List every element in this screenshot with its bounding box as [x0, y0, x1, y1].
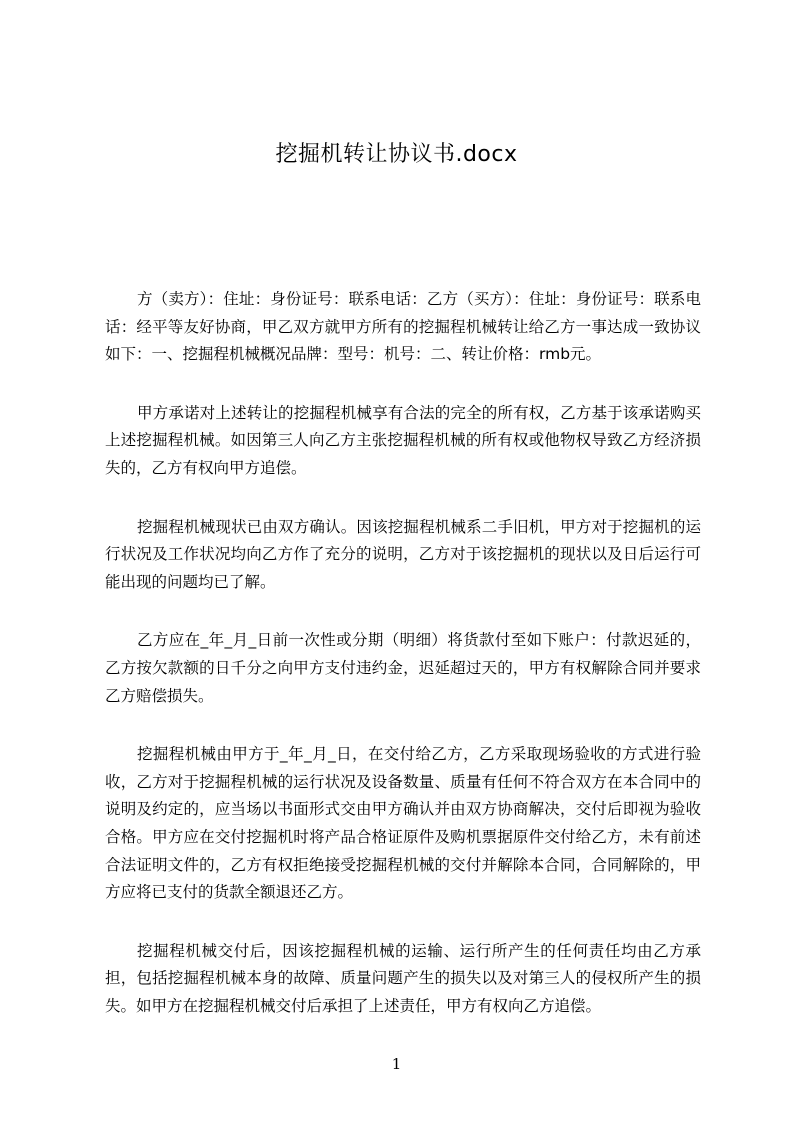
page-number: 1 — [391, 1055, 402, 1073]
paragraph-ownership-guarantee: 甲方承诺对上述转让的挖掘程机械享有合法的完全的所有权，乙方基于该承诺购买上述挖掘程机械。如因第三人向乙方主张挖掘程机械的所有权或他物权导致乙方经济损失的，乙方有权向甲方追偿。 — [105, 403, 701, 477]
document-title: 挖掘机转让协议书.docx — [275, 142, 518, 167]
paragraph-payment-terms: 乙方应在_年_月_日前一次性或分期（明细）将货款付至如下账户：付款迟延的，乙方按欠款额的日千分之向甲方支付违约金，迟延超过天的，甲方有权解除合同并要求乙方赔偿损失。 — [105, 631, 701, 705]
paragraph-delivery-acceptance: 挖掘程机械由甲方于_年_月_日，在交付给乙方，乙方采取现场验收的方式进行验收，乙方对于挖掘程机械的运行状况及设备数量、质量有任何不符合双方在本合同中的说明及约定的，应当场以书面形式交由甲方确认并由双方协商解决，交付后即视为验收合格。甲方应在交付挖掘机时将产品合格证原件及购机票据原件交付给乙方，未有前述合法证明文件的，乙方有权拒绝接受挖掘程机械的交付并解除本合同，合同解除的，甲方应将已支付的货款全额退还乙方。 — [105, 745, 701, 902]
paragraph-machine-condition: 挖掘程机械现状已由双方确认。因该挖掘程机械系二手旧机，甲方对于挖掘机的运行状况及工作状况均向乙方作了充分的说明，乙方对于该挖掘机的现状以及日后运行可能出现的问题均已了解。 — [105, 517, 701, 591]
document-body — [105, 286, 701, 1051]
paragraph-parties-and-items: 方（卖方）：住址：身份证号：联系电话：乙方（买方）：住址：身份证号：联系电话：经平等友好协商，甲乙双方就甲方所有的挖掘程机械转让给乙方一事达成一致协议如下：一、挖掘程机械概况品牌：型号：机号：二、转让价格：rmb元。 — [105, 290, 701, 364]
paragraph-post-delivery-liability: 挖掘程机械交付后，因该挖掘程机械的运输、运行所产生的任何责任均由乙方承担，包括挖掘程机械本身的故障、质量问题产生的损失以及对第三人的侵权所产生的损失。如甲方在挖掘程机械交付后承担了上述责任，甲方有权向乙方追偿。 — [105, 941, 701, 1015]
